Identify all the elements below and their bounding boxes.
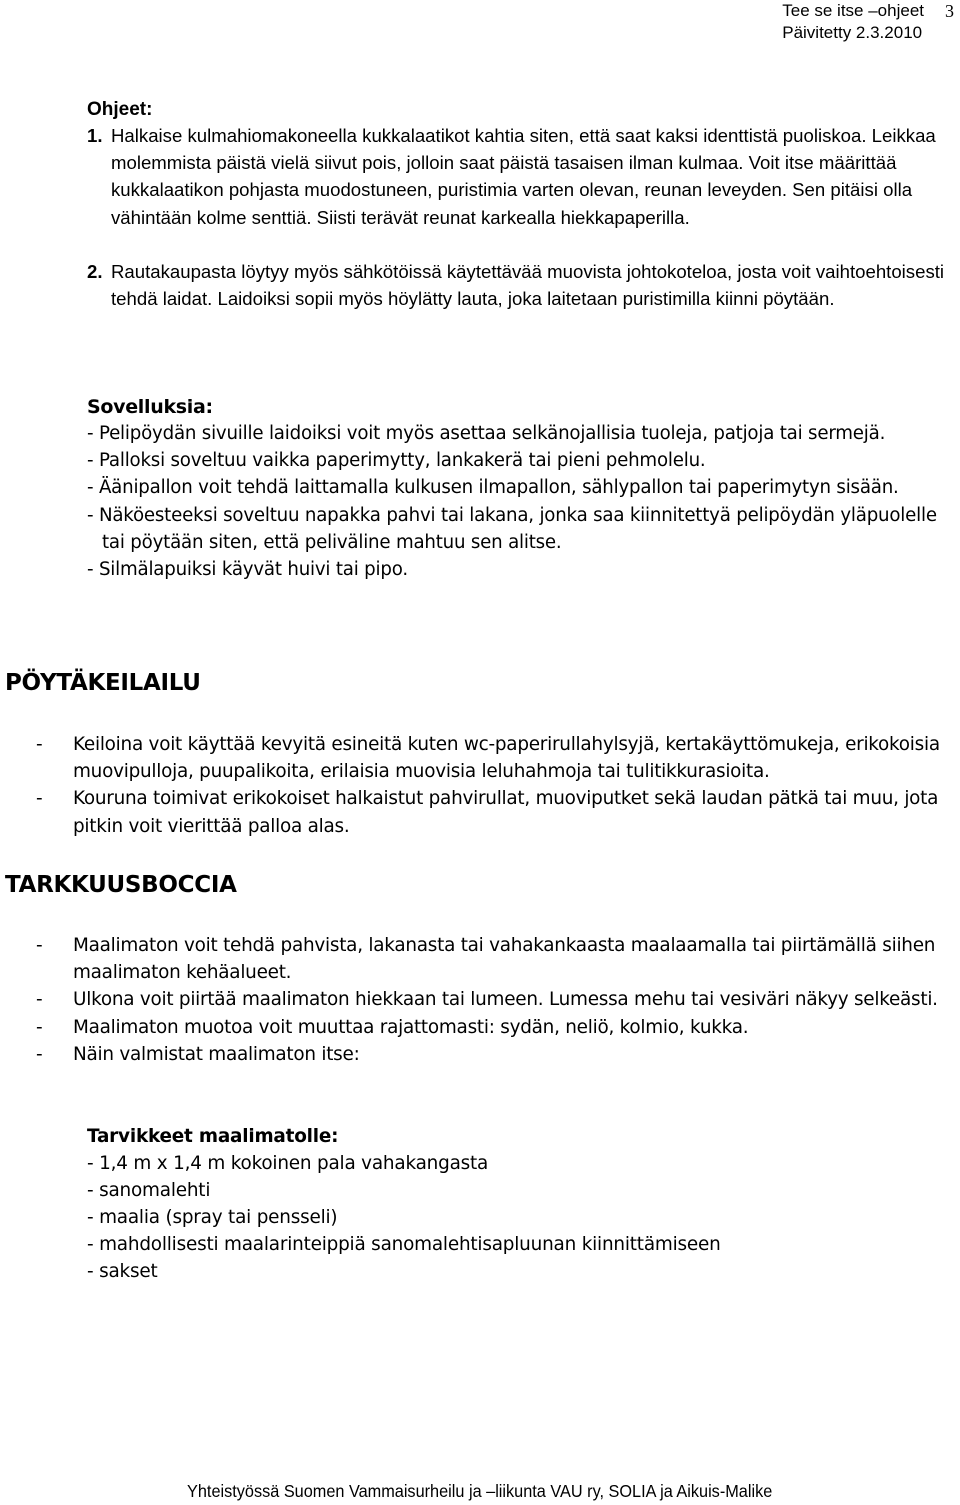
tarkkuusboccia-list <box>0 932 955 1068</box>
ohjeet-item <box>87 258 957 312</box>
poytakeilailu-item <box>0 785 955 839</box>
sovelluksia-list <box>87 420 947 583</box>
bullet-dash: - <box>36 788 43 810</box>
tarvikkeet-item: - sakset <box>87 1261 158 1282</box>
ohjeet-item-number: 2. <box>87 260 103 282</box>
ohjeet-item-number: 1. <box>87 125 103 146</box>
bullet-dash: - <box>36 935 43 956</box>
page-footer <box>0 1479 960 1503</box>
tarvikkeet-title: Tarvikkeet maalimatolle: <box>87 1126 339 1147</box>
header-title: Tee se itse –ohjeet <box>782 1 924 20</box>
ohjeet-item-text: Halkaise kulmahiomakoneella kukkalaatikot kahtia siten, että saat kaksi identtistä puoliskoa. Leikkaa molemmista päistä vielä siivut pois, jolloin saat päistä tasaisen ilman kulmaa. Voit itse määrittää kukkalaatikon pohjasta muodostuneen, puristimia varten olevan, reunan leveyden. Sen pitäisi olla vähintään kolme senttiä. Siisti terävät reunat karkealla hiekkapaperilla. <box>111 125 936 228</box>
tarkkuusboccia-item-text: Näin valmistat maalimaton itse: <box>73 1043 360 1065</box>
sovelluksia-item: - Silmälapuiksi käyvät huivi tai pipo. <box>87 559 408 581</box>
tarkkuusboccia-item <box>0 986 955 1013</box>
bullet-dash: - <box>36 1043 43 1065</box>
poytakeilailu-heading: PÖYTÄKEILAILU <box>5 670 201 696</box>
header-updated: Päivitetty 2.3.2010 <box>782 23 923 42</box>
bullet-dash: - <box>36 734 43 755</box>
tarkkuusboccia-item-text: Maalimaton muotoa voit muuttaa rajattomasti: sydän, neliö, kolmio, kukka. <box>73 1016 749 1038</box>
sovelluksia-title: Sovelluksia: <box>87 396 213 418</box>
tarkkuusboccia-item <box>0 1014 955 1041</box>
ohjeet-list <box>87 122 957 312</box>
ohjeet-item <box>87 122 957 231</box>
tarvikkeet-list <box>87 1123 721 1285</box>
tarvikkeet-item: - mahdollisesti maalarinteippiä sanomalehtisapluunan kiinnittämiseen <box>87 1234 721 1255</box>
page-header <box>782 0 924 44</box>
tarvikkeet-item: - maalia (spray tai pensseli) <box>87 1207 338 1228</box>
poytakeilailu-item-text: Kouruna toimivat erikokoiset halkaistut pahvirullat, muoviputket sekä laudan pätkä tai muu, jota pitkin voit vierittää palloa alas. <box>73 788 939 837</box>
ohjeet-item-text: Rautakaupasta löytyy myös sähkötöissä käytettävää muovista johtokoteloa, josta voit vaihtoehtoisesti tehdä laidat. Laidoiksi sopii myös höylätty lauta, joka laitetaan puristimilla kiinni pöytään. <box>111 260 945 310</box>
poytakeilailu-item-text: Keiloina voit käyttää kevyitä esineitä kuten wc-paperirullahylsyjä, kertakäyttömukeja, erikokoisia muovipulloja, puupalikoita, erilaisia muovisia leluhahmoja tai tulitikkurasioita. <box>73 734 940 783</box>
footer-text: Yhteistyössä Suomen Vammaisurheilu ja –liikunta VAU ry, SOLIA ja Aikuis-Malike <box>187 1481 773 1501</box>
bullet-dash: - <box>36 989 43 1011</box>
tarkkuusboccia-item-text: Ulkona voit piirtää maalimaton hiekkaan tai lumeen. Lumessa mehu tai vesiväri näkyy selkeästi. <box>73 989 938 1011</box>
tarkkuusboccia-item <box>0 932 955 986</box>
sovelluksia-item: - Näköesteeksi soveltuu napakka pahvi tai lakana, jonka saa kiinnitettyä pelipöydän yläpuolelle tai pöytään siten, että peliväline mahtuu sen alitse. <box>87 504 937 553</box>
page-number: 3 <box>945 1 954 21</box>
tarkkuusboccia-heading: TARKKUUSBOCCIA <box>5 872 237 898</box>
tarvikkeet-item: - 1,4 m x 1,4 m kokoinen pala vahakangasta <box>87 1153 489 1174</box>
tarkkuusboccia-item <box>0 1041 955 1068</box>
tarvikkeet-item: - sanomalehti <box>87 1180 211 1201</box>
poytakeilailu-item <box>0 731 955 785</box>
sovelluksia-item: - Äänipallon voit tehdä laittamalla kulkusen ilmapallon, sählypallon tai paperimytyn sisään. <box>87 477 899 499</box>
sovelluksia-item: - Pelipöydän sivuille laidoiksi voit myös asettaa selkänojallisia tuoleja, patjoja tai sermejä. <box>87 423 886 444</box>
tarkkuusboccia-item-text: Maalimaton voit tehdä pahvista, lakanasta tai vahakankaasta maalaamalla tai piirtämällä siihen maalimaton kehäalueet. <box>73 935 936 984</box>
poytakeilailu-list <box>0 731 955 840</box>
ohjeet-title: Ohjeet: <box>87 99 153 120</box>
sovelluksia-item: - Palloksi soveltuu vaikka paperimytty, lankakerä tai pieni pehmolelu. <box>87 450 706 472</box>
bullet-dash: - <box>36 1016 43 1038</box>
